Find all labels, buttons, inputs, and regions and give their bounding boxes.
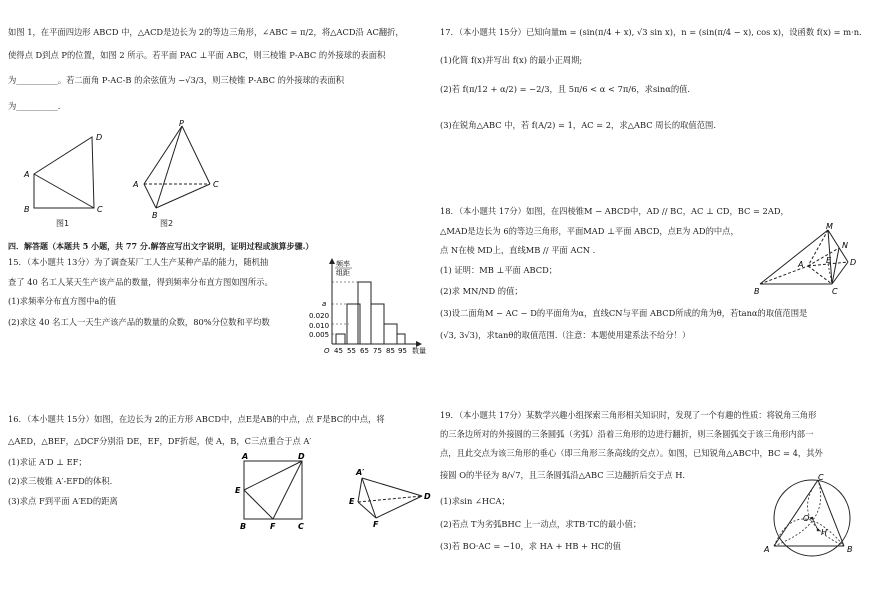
figure-circle-orthocenter	[758, 472, 864, 560]
q16-line-4: (2)求三棱锥 A′‑EFD的体积.	[8, 476, 113, 486]
pyr-label-D: D	[850, 258, 857, 267]
hist-x-tick-75: 75	[373, 347, 382, 355]
sq-label-D: D	[298, 452, 305, 461]
q16-line-2: △AED，△BEF，△DCF分别沿 DE，EF，DF折起，使 A，B，C三点重合于点 A′	[8, 436, 312, 446]
hist-y-tick-0010: 0.010	[309, 322, 330, 330]
sq-label-B: B	[240, 522, 247, 531]
fig2-label-A: A	[133, 180, 139, 189]
q15-line-4: (2)求这 40 名工人一天生产该产品的数量的众数，80%分位数和平均数	[8, 317, 270, 327]
q14-line-1: 如图 1，在平面四边形 ABCD 中，△ACD是边长为 2的等边三角形，∠ABC = π/2，将△ACD沿 AC翻折，	[8, 27, 404, 37]
q17-line-1: 17．（本小题共 15分）已知向量m = (sin(π/4 + x), √3 sin x)，n = (sin(π/4 − x), cos x)，设函数 f(x) = m·n.	[440, 27, 862, 37]
hist-y-title-top: 频率	[336, 260, 350, 268]
q18-line-6: (3)设二面角M − AC − D的平面角为α，直线CN与平面 ABCD所成的角为θ，若tanα的取值范围是	[440, 308, 808, 318]
sq-label-A: A	[242, 452, 249, 461]
q16-line-1: 16．（本小题共 15分）如图，在边长为 2的正方形 ABCD中，点E是AB的中点，点 F是BC的中点，将	[8, 414, 385, 424]
q17-line-3: (2)若 f(π/12 + α/2) = −2/3，且 5π/6 < α < 7π/6，求sinα的值.	[440, 84, 691, 94]
hist-x-tick-45: 45	[334, 347, 343, 355]
hist-bar	[384, 324, 397, 344]
fig1-label-B: B	[24, 205, 30, 214]
q16-line-5: (3)求点 F到平面 A′ED的距离	[8, 496, 118, 506]
q18-line-2: △MAD是边长为 6的等边三角形，平面MAD ⊥平面 ABCD，点E为 AD的中点，	[440, 226, 739, 236]
q15-line-1: 15．（本小题共 13分）为了调查某厂工人生产某种产品的能力，随机抽	[8, 257, 269, 267]
frequency-histogram	[304, 256, 436, 356]
figure-2-caption: 图2	[160, 219, 174, 228]
section-4-heading: 四．解答题（本题共 5 小题，共 77 分.解答应写出文字说明，证明过程或演算步骤.）	[8, 241, 314, 251]
pyr-label-C: C	[832, 287, 838, 296]
circ-label-O: O	[803, 514, 810, 523]
fig2-label-P: P	[179, 119, 184, 128]
figure-folded-tetrahedron	[348, 466, 432, 528]
pyr-label-N: N	[842, 241, 848, 250]
q19-line-3: 点，且此交点为该三角形的垂心（即三角形三条高线的交点）。如图，已知锐角△ABC中，BC = 4，其外	[440, 448, 823, 458]
sq-label-F: F	[270, 522, 276, 531]
q15-line-2: 查了 40 名工人某天生产该产品的数量，得到频率分布直方图如图所示。	[8, 277, 273, 287]
q19-line-5: (1)求sin ∠HCA；	[440, 496, 510, 506]
circ-label-C: C	[818, 473, 824, 482]
tet-label-D: D	[424, 492, 431, 501]
fig1-label-A: A	[24, 170, 30, 179]
hist-x-tick-85: 85	[386, 347, 395, 355]
pyr-label-E: E	[826, 256, 832, 265]
q19-line-2: 的三条边所对的外接圆的三条圆弧（劣弧）沿着三角形的边进行翻折，则三条圆弧交于该三角形内部一	[440, 429, 814, 439]
tet-label-A-prime: A′	[356, 468, 365, 477]
hist-y-tick-a: a	[322, 300, 327, 308]
q18-line-4: (1) 证明：MB ⊥平面 ABCD；	[440, 265, 558, 275]
hist-x-title: 数量	[412, 347, 426, 355]
hist-y-title-bottom: 组距	[336, 269, 350, 277]
pyr-label-B: B	[754, 287, 760, 296]
hist-y-tick-0005: 0.005	[309, 331, 330, 339]
tet-label-F: F	[373, 520, 379, 529]
q18-line-7: (√3, 3√3)，求tanθ的取值范围.（注意：本题使用建系法不给分！）	[440, 330, 691, 340]
hist-x-tick-55: 55	[347, 347, 356, 355]
q17-line-4: (3)在锐角△ABC 中，若 f(A/2) = 1，AC = 2，求△ABC 周长的取值范围.	[440, 120, 716, 130]
fig1-label-D: D	[96, 133, 103, 142]
hist-x-tick-95: 95	[398, 347, 407, 355]
pyr-label-M: M	[826, 222, 833, 231]
q14-line-3: 为__________。若二面角 P‑AC‑B 的余弦值为 −√3/3，则三棱锥 P‑ABC 的外接球的表面积	[8, 75, 344, 85]
hist-x-tick-65: 65	[360, 347, 369, 355]
figure-1-quadrilateral	[22, 130, 112, 212]
q18-line-1: 18．（本小题共 17分）如图，在四棱锥M − ABCD中，AD // BC，AC ⊥ CD，BC = 2AD，	[440, 206, 789, 216]
fig2-label-C: C	[213, 180, 219, 189]
tet-label-E: E	[349, 497, 355, 506]
q19-line-4: 接圆 O的半径为 8/√7，且三条圆弧沿△ABC 三边翻折后交于点 H.	[440, 470, 686, 480]
hist-bar	[336, 334, 345, 344]
q15-line-3: (1)求频率分布直方图中a的值	[8, 296, 116, 306]
figure-pyramid-mabcd	[750, 222, 860, 298]
q18-line-3: 点 N在棱 MD上，直线MB // 平面 ACN .	[440, 245, 596, 255]
q14-line-4: 为__________.	[8, 101, 61, 111]
fig2-label-B: B	[152, 211, 158, 220]
q16-line-3: (1)求证 A′D ⊥ EF；	[8, 457, 87, 467]
pyr-label-A: A	[798, 260, 804, 269]
hist-y-tick-0020: 0.020	[309, 312, 330, 320]
q14-line-2: 使得点 D到点 P的位置，如图 2 所示。若平面 PAC ⊥平面 ABC，则三棱锥 P‑ABC 的外接球的表面积	[8, 50, 386, 60]
hist-origin: O	[324, 347, 330, 355]
q19-line-7: (3)若 BO·AC = −10，求 HA + HB + HC的值	[440, 541, 621, 551]
circ-label-B: B	[847, 545, 853, 554]
q19-line-1: 19．（本小题共 17分）某数学兴趣小组探索三角形相关知识时，发现了一个有趣的性质：将锐角三角形	[440, 410, 817, 420]
q19-line-6: (2)若点 T为劣弧BHC 上一动点，求TB·TC的最小值；	[440, 519, 642, 529]
fig1-label-C: C	[97, 205, 103, 214]
q17-line-2: (1)化简 f(x)并写出 f(x) 的最小正周期;	[440, 55, 583, 65]
hist-bars	[336, 282, 405, 344]
circ-label-A: A	[764, 545, 770, 554]
figure-2-tetrahedron	[126, 119, 224, 220]
figure-1-caption: 图1	[56, 219, 70, 228]
circ-label-H: H	[821, 528, 828, 537]
sq-label-C: C	[298, 522, 304, 531]
q18-line-5: (2)求 MN/ND 的值；	[440, 286, 523, 296]
sq-label-E: E	[235, 486, 241, 495]
hist-bar	[397, 334, 405, 344]
hist-bar	[371, 304, 384, 344]
figure-square-abcd	[232, 452, 312, 532]
